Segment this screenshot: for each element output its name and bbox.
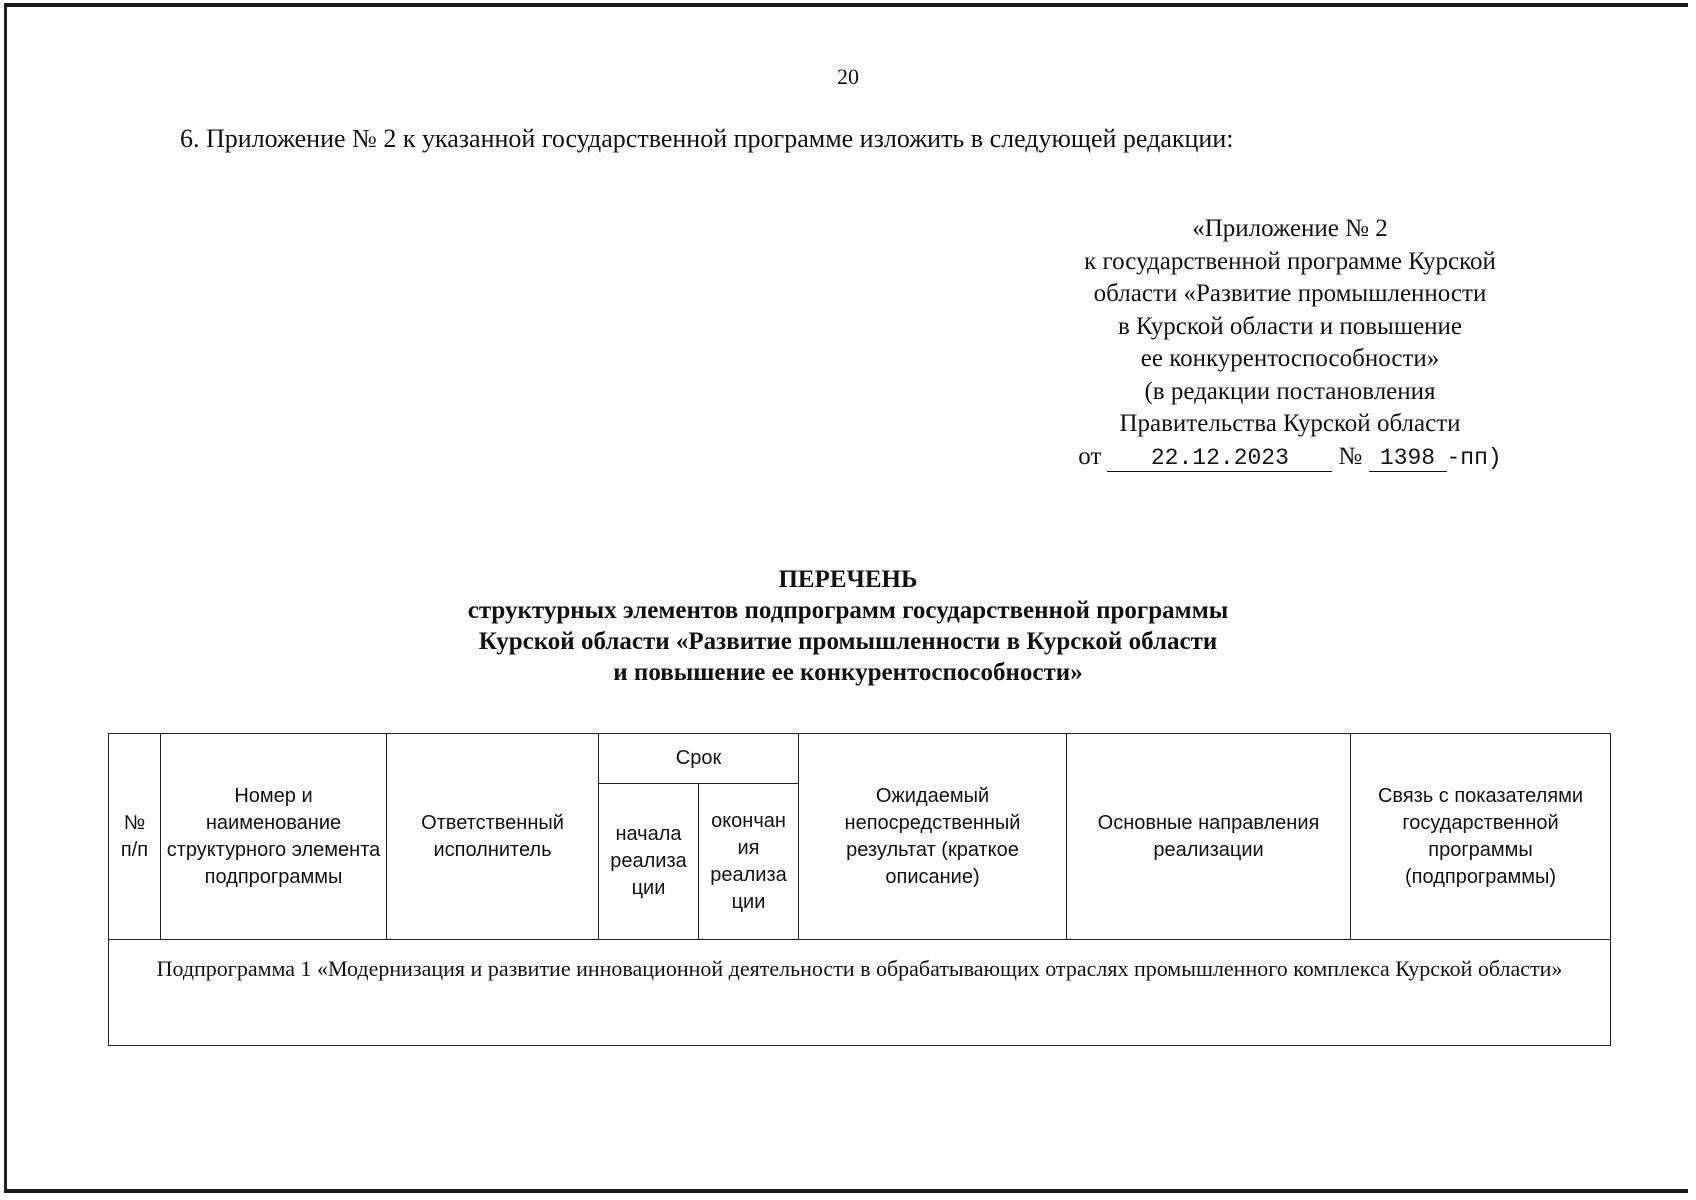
header-term-end: окончан ия реализа ции: [699, 784, 799, 940]
header-term: Срок: [599, 734, 799, 784]
from-label: от: [1078, 442, 1102, 470]
appendix-line: (в редакции постановления: [1144, 377, 1436, 405]
subprogram-row: Подпрограмма 1 «Модернизация и развитие инновационной деятельности в обрабатывающих отраслях промышленного комплекса Курской области»: [109, 940, 1611, 1046]
document-title: [0, 564, 1696, 688]
title-line: ПЕРЕЧЕНЬ: [778, 566, 918, 593]
appendix-line: ее конкурентоспособности»: [1140, 345, 1440, 372]
intro-paragraph: 6. Приложение № 2 к указанной государственной программе изложить в следующей редакции:: [180, 124, 1234, 153]
number-label: №: [1338, 442, 1363, 470]
resolution-number: 1398: [1369, 445, 1447, 472]
header-directions: Основные направления реализации: [1067, 734, 1351, 940]
title-line: Курской области «Развитие промышленности в Курской области: [478, 628, 1218, 655]
header-executor: Ответственный исполнитель: [387, 734, 599, 940]
structural-elements-table: [108, 733, 1611, 1046]
header-term-start: начала реализа ции: [599, 784, 699, 940]
appendix-line: области «Развитие промышленности: [1093, 280, 1487, 307]
header-result: Ожидаемый непосредственный результат (краткое описание): [799, 734, 1067, 940]
resolution-number-suffix: -пп): [1446, 444, 1502, 471]
header-element: Номер и наименование структурного элемента подпрограммы: [161, 734, 387, 940]
appendix-line: «Приложение № 2: [1192, 215, 1388, 242]
appendix-line: к государственной программе Курской: [1084, 247, 1496, 275]
appendix-line: Правительства Курской области: [1119, 410, 1461, 437]
appendix-date-line: [1030, 441, 1550, 475]
title-line: структурных элементов подпрограмм государственной программы: [467, 597, 1229, 624]
appendix-line: в Курской области и повышение: [1117, 312, 1463, 340]
header-link: Связь с показателями государственной программы (подпрограммы): [1351, 734, 1611, 940]
title-line: и повышение ее конкурентоспособности»: [613, 659, 1083, 686]
header-num: № п/п: [109, 734, 161, 940]
page-number: 20: [837, 64, 859, 89]
resolution-date: 22.12.2023: [1107, 445, 1332, 472]
appendix-header: [1030, 213, 1550, 474]
